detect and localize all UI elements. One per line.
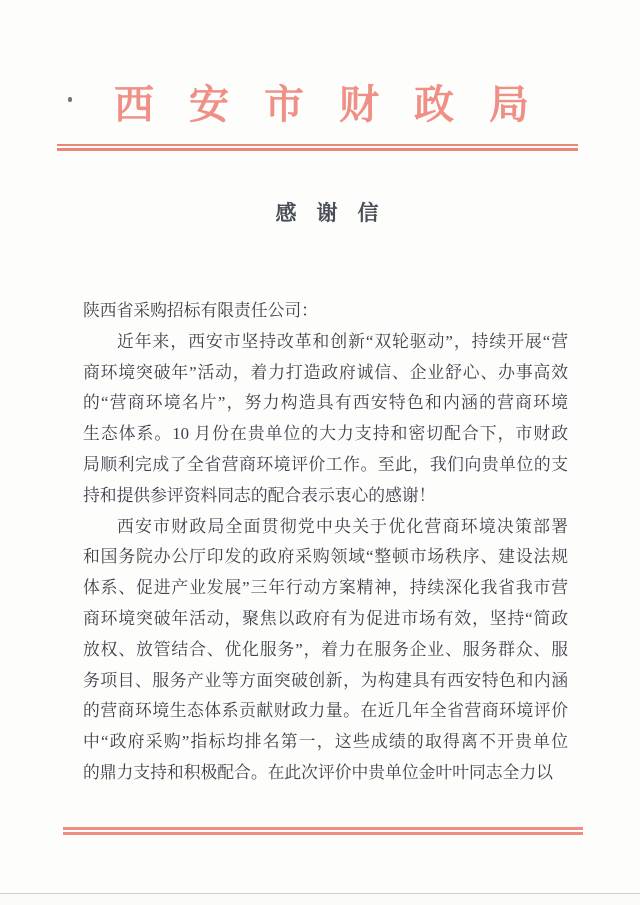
body-line: 近年来，西安市坚持改革和创新“双轮驱动”，持续开展“营 [117, 331, 568, 351]
body-line: 生态体系。10 月份在贵单位的大力支持和密切配合下，市财政 [83, 424, 568, 444]
footer-divider-rule [63, 827, 583, 835]
body-line: 放权、放管结合、优化服务”，着力在服务企业、服务群众、服 [83, 639, 568, 659]
letterhead-org-name: 西安市财政局 [114, 82, 564, 127]
scan-edge-strip [0, 894, 640, 905]
body-line: 局顺利完成了全省营商环境评价工作。至此，我们向贵单位的支 [83, 454, 568, 474]
letter-title: 感谢信 [275, 201, 399, 225]
letter-body [83, 296, 568, 789]
body-line: 的鼎力支持和积极配合。在此次评价中贵单位金叶叶同志全力以 [83, 762, 553, 782]
salutation-line: 陕西省采购招标有限责任公司： [83, 301, 318, 320]
body-line: 和国务院办公厅印发的政府采购领域“整顿市场秩序、建设法规 [83, 547, 568, 567]
body-line: 的营商环境生态体系贡献财政力量。在近几年全省营商环境评价 [83, 701, 568, 721]
body-line: 西安市财政局全面贯彻党中央关于优化营商环境决策部署 [117, 516, 568, 536]
body-line: 商环境突破年”活动，着力打造政府诚信、企业舒心、办事高效 [83, 362, 568, 382]
body-line: 务项目、服务产业等方面突破创新，为构建具有西安特色和内涵 [83, 670, 568, 690]
letterhead-divider-rule [57, 144, 578, 151]
body-line: 商环境突破年活动，聚焦以政府有为促进市场有效，坚持“简政 [83, 608, 568, 628]
body-line: 的“营商环境名片”，努力构造具有西安特色和内涵的营商环境 [83, 393, 568, 413]
body-line: 体系、促进产业发展”三年行动方案精神，持续深化我省我市营 [83, 578, 568, 598]
body-line: 持和提供参评资料同志的配合表示衷心的感谢！ [83, 485, 436, 505]
body-line: 中“政府采购”指标均排名第一，这些成绩的取得离不开贵单位 [83, 732, 568, 752]
scan-edge-line [0, 893, 640, 894]
